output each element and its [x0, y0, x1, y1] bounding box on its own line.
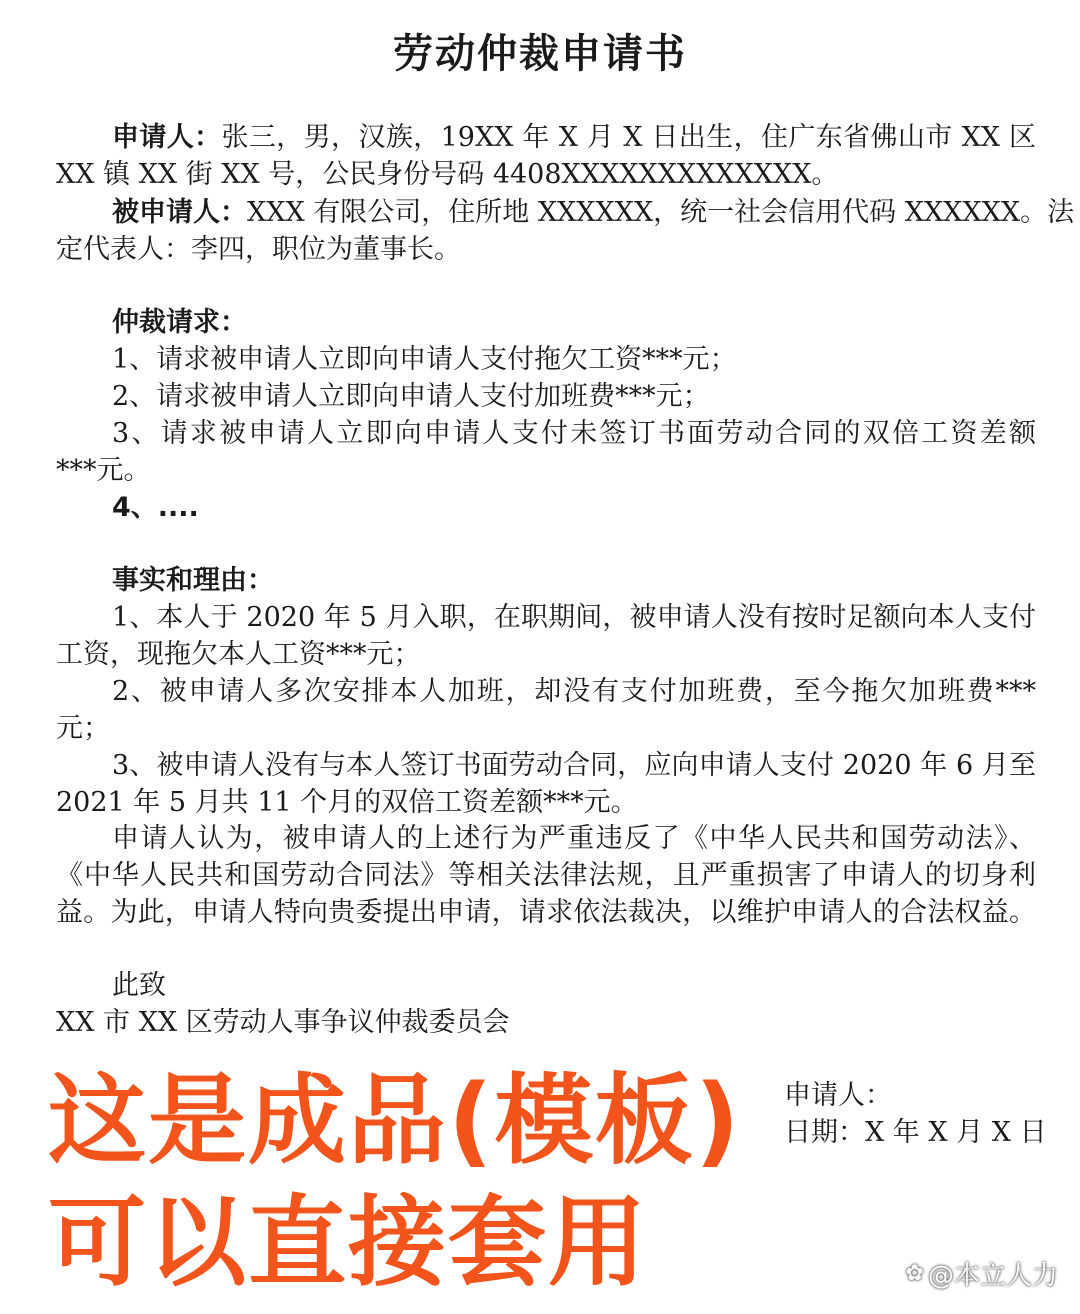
closing-recipient: XX 市 XX 区劳动人事争议仲裁委员会: [56, 1007, 510, 1038]
facts-heading: 事实和理由：: [112, 565, 274, 596]
respondent-line-1: [112, 195, 1075, 231]
applicant-text: 张三，男，汉族，19XX 年 X 月 X 日出生，住广东省佛山市 XX 区: [221, 122, 1036, 153]
document-title: 劳动仲裁申请书: [393, 31, 687, 77]
fact-line-5: 3、被申请人没有与本人签订书面劳动合同，应向申请人支付 2020 年 6 月至: [112, 750, 1036, 781]
respondent-text: XXX 有限公司，住所地 XXXXXX，统一社会信用代码 XXXXXX。法: [247, 197, 1075, 228]
fact-line-2: 工资，现拖欠本人工资***元；: [56, 639, 421, 670]
claim-item-4: 4、....: [112, 492, 199, 523]
promo-line-2: 可以直接套用: [48, 1186, 649, 1300]
claims-heading: 仲裁请求：: [112, 307, 247, 338]
watermark-text: @本立人力: [927, 1261, 1058, 1291]
fact-line-6: 2021 年 5 月共 11 个月的双倍工资差额***元。: [56, 787, 638, 818]
signature-date: 日期：X 年 X 月 X 日: [784, 1117, 1047, 1148]
signature-applicant: 申请人：: [784, 1080, 892, 1111]
claim-item-1: 1、请求被申请人立即向申请人支付拖欠工资***元；: [112, 344, 737, 375]
fact-line-8: 《中华人民共和国劳动合同法》等相关法律法规，且严重损害了申请人的切身利: [56, 860, 1036, 891]
applicant-line-1: [112, 120, 1036, 156]
claim-item-3-cont: ***元。: [56, 455, 151, 486]
fact-line-1: 1、本人于 2020 年 5 月入职，在职期间，被申请人没有按时足额向本人支付: [112, 602, 1036, 633]
fact-line-9: 益。为此，申请人特向贵委提出申请，请求依法裁决，以维护申请人的合法权益。: [56, 897, 1036, 928]
closing-salutation: 此致: [112, 970, 166, 1001]
watermark: [906, 1255, 1058, 1292]
claim-item-3: 3、请求被申请人立即向申请人支付未签订书面劳动合同的双倍工资差额: [112, 418, 1036, 449]
paw-icon: ✿: [905, 1261, 924, 1286]
respondent-line-2: 定代表人：李四，职位为董事长。: [56, 234, 461, 265]
respondent-label: 被申请人：: [112, 197, 247, 228]
fact-line-4: 元；: [56, 713, 110, 744]
applicant-line-2: XX 镇 XX 街 XX 号，公民身份号码 4408XXXXXXXXXXXXX。: [56, 159, 839, 190]
promo-line-1: 这是成品(模板): [48, 1064, 742, 1178]
applicant-label: 申请人：: [112, 122, 222, 153]
claim-item-2: 2、请求被申请人立即向申请人支付加班费***元；: [112, 381, 710, 412]
fact-line-3: 2、被申请人多次安排本人加班，却没有支付加班费，至今拖欠加班费***: [112, 676, 1036, 707]
fact-line-7: 申请人认为，被申请人的上述行为严重违反了《中华人民共和国劳动法》、: [112, 823, 1036, 854]
